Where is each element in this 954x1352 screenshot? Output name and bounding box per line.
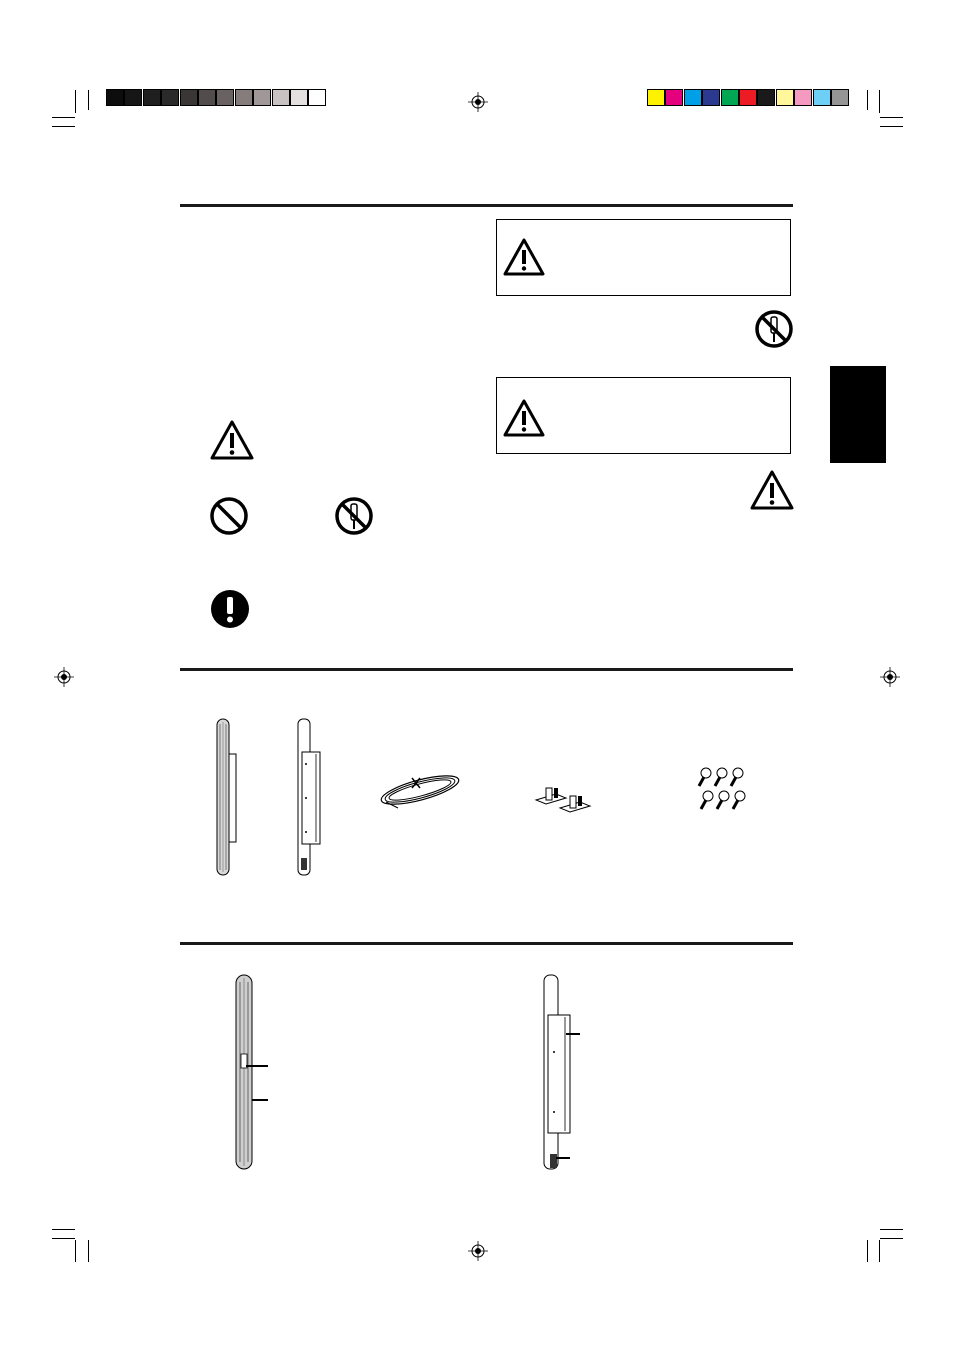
color-swatch [253,89,271,106]
screws-illustration [694,764,754,816]
color-swatch [308,89,326,106]
warning-box [496,219,791,296]
color-swatch [180,89,198,106]
color-swatch [757,89,775,106]
speaker-front-view [232,972,276,1172]
section-rule-parts [180,942,793,945]
registration-target-icon [468,92,488,112]
color-swatch [272,89,290,106]
prohibition-icon [209,496,249,536]
color-swatch [739,89,757,106]
color-swatch [143,89,161,106]
color-swatch [647,89,665,106]
warning-triangle-icon [209,419,255,461]
chapter-tab [830,366,886,463]
color-swatch [161,89,179,106]
color-swatch [702,89,720,106]
no-disassembly-icon [334,496,374,536]
mandatory-action-icon [209,588,251,630]
color-swatch [776,89,794,106]
color-swatch [794,89,812,106]
bracket-pair-illustration [534,784,594,816]
color-swatch [813,89,831,106]
speaker-front-illustration [210,716,240,878]
color-swatch [665,89,683,106]
no-disassembly-icon [754,309,794,349]
section-rule-precautions [180,204,793,207]
color-swatch [198,89,216,106]
registration-target-icon [54,667,74,687]
speaker-back-illustration [292,716,326,878]
warning-triangle-icon [749,469,795,511]
color-swatch [216,89,234,106]
registration-target-icon [880,667,900,687]
caution-box [496,377,791,454]
warning-triangle-icon [502,237,546,277]
color-swatch [721,89,739,106]
warning-triangle-icon [502,398,546,438]
speaker-rear-view [540,972,586,1172]
color-swatch [235,89,253,106]
color-swatch [831,89,849,106]
color-swatch [684,89,702,106]
registration-target-icon [468,1241,488,1261]
section-rule-accessories [180,668,793,671]
color-swatch [124,89,142,106]
color-swatch [290,89,308,106]
speaker-cable-illustration [376,770,464,812]
color-swatch [106,89,124,106]
